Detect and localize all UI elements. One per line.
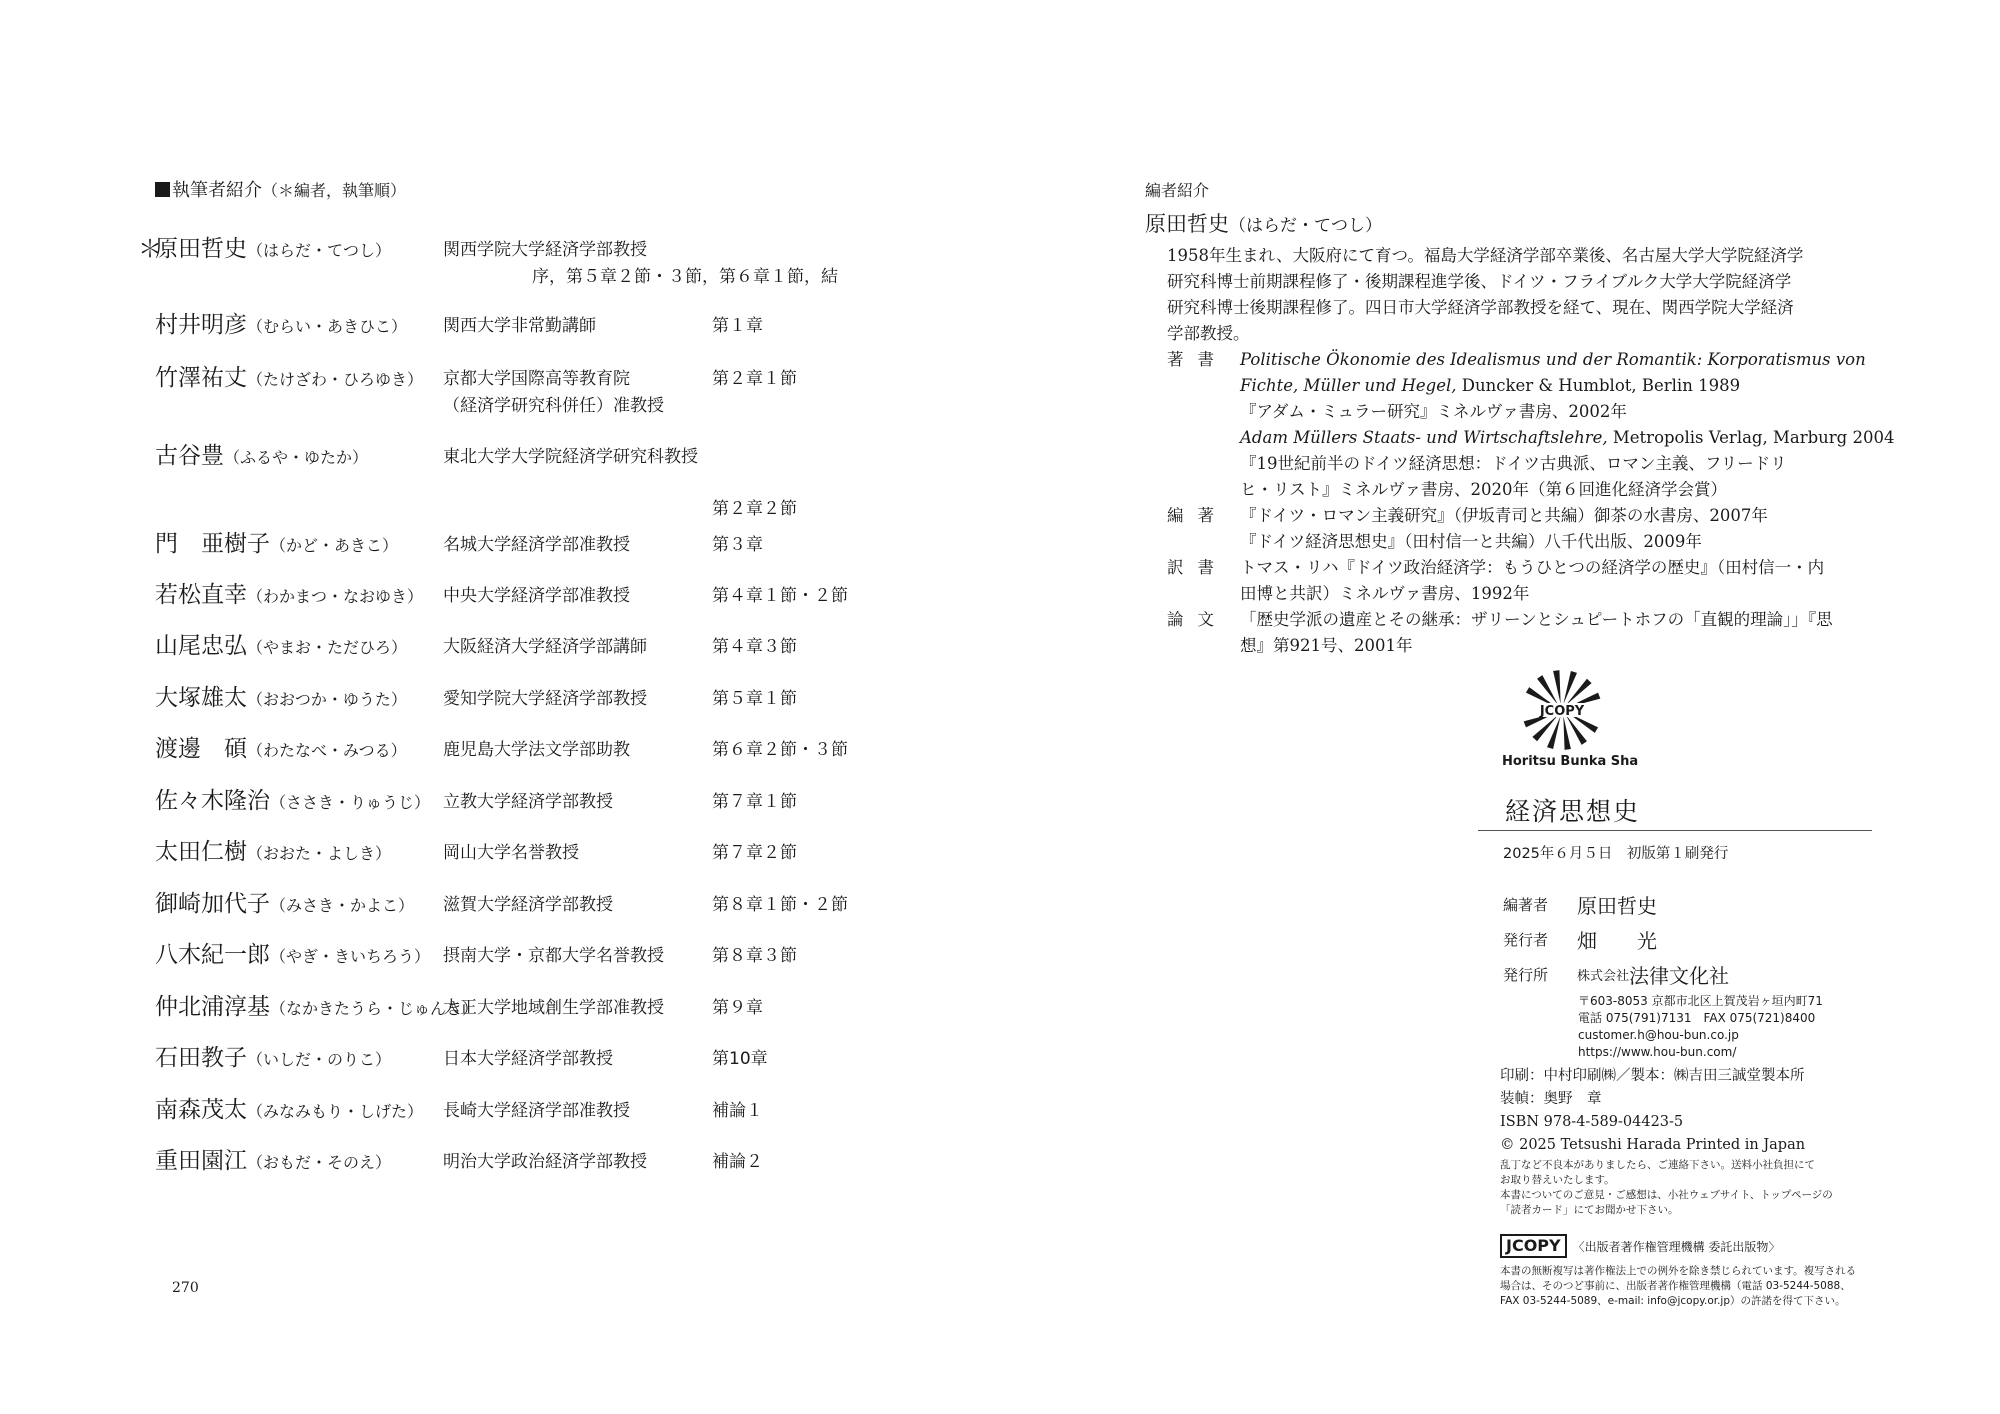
- contributor-affiliation: 岡山大学名誉教授: [443, 843, 579, 863]
- contributor-name: 門 亜樹子（かど・あきこ）: [155, 531, 399, 557]
- editor-name: 原田哲史（はらだ・てつし）: [1145, 212, 1382, 236]
- contributor-affiliation: 関西大学非常勤講師: [443, 316, 596, 336]
- contributor-affiliation: 立教大学経済学部教授: [443, 792, 613, 812]
- jcopy-notice: 本書の無断複写は著作権法上での例外を除き禁じられています。複写される 場合は、そのつど事前に、出版者著作権管理機構（電話 03-5244-5088、 FAX 03-5244-5089、e-mail: info@jcopy.or.jp）の許諾を得て下さい。: [1500, 1265, 1857, 1307]
- contributor-kana: （ささき・りゅうじ）: [270, 793, 431, 812]
- contributor-affiliation: 関西学院大学経済学部教授: [443, 240, 647, 260]
- publisher-name-en: Horitsu Bunka Sha: [1502, 754, 1639, 769]
- contributor-name: 渡邊 碩（わたなべ・みつる）: [155, 736, 407, 762]
- work-item: 『19世紀前半のドイツ経済思想：ドイツ古典派、ロマン主義、フリードリ: [1240, 454, 1787, 473]
- contributor-kana: （ふるや・ゆたか）: [224, 448, 369, 467]
- editor-heading: 編者紹介: [1145, 181, 1210, 200]
- works-label: 編著: [1167, 506, 1228, 525]
- contributor-chapter: 第７章１節: [712, 792, 797, 812]
- contributor-row: [0, 734, 1000, 764]
- contributor-row: [0, 310, 1000, 340]
- contributor-chapter: 第８章１節・２節: [712, 895, 848, 915]
- contributor-row: [0, 631, 1000, 661]
- contributor-name: 仲北浦淳基（なかきたうら・じゅんき）: [155, 994, 479, 1020]
- contributor-affiliation: 明治大学政治経済学部教授: [443, 1152, 647, 1172]
- credit-office: 発行所 株式会社法律文化社: [1503, 964, 1730, 988]
- contributor-chapter: 補論２: [712, 1152, 763, 1172]
- contributor-kana: （わかまつ・なおゆき）: [247, 587, 424, 606]
- contributor-chapter: 第２章２節: [712, 499, 797, 519]
- work-item: Fichte, Müller und Hegel, Duncker & Humblot, Berlin 1989: [1240, 376, 1741, 395]
- publisher-email: customer.h@hou-bun.co.jp: [1578, 1028, 1739, 1042]
- contributor-row: [0, 441, 1000, 519]
- contributor-affiliation: 日本大学経済学部教授: [443, 1049, 613, 1069]
- logo-ray: [1547, 716, 1561, 749]
- work-item: 『ドイツ・ロマン主義研究』（伊坂青司と共編）御茶の水書房、2007年: [1240, 506, 1768, 525]
- editor-star-icon: ＊: [138, 235, 162, 263]
- works-books: [1167, 347, 1895, 503]
- works-translations: [1167, 555, 1867, 607]
- contributor-affiliation: 愛知学院大学経済学部教授: [443, 689, 647, 709]
- contributor-name: 原田哲史（はらだ・てつし）: [155, 236, 392, 262]
- contributor-name: 若松直幸（わかまつ・なおゆき）: [155, 582, 424, 608]
- contributor-affiliation: 中央大学経済学部准教授: [443, 586, 630, 606]
- contributor-row: [0, 1146, 1000, 1176]
- works-edited: [1167, 503, 1867, 555]
- isbn: ISBN 978-4-589-04423-5: [1500, 1114, 1684, 1130]
- contributor-kana: （むらい・あきひこ）: [247, 317, 408, 336]
- contributor-affiliation: 大阪経済大学経済学部講師: [443, 637, 647, 657]
- page-number: 270: [172, 1280, 199, 1296]
- work-item: ヒ・リスト』ミネルヴァ書房、2020年（第６回進化経済学会賞）: [1240, 480, 1727, 499]
- contributor-chapter: 第４章３節: [712, 637, 797, 657]
- contributor-affiliation: 鹿児島大学法文学部助教: [443, 740, 630, 760]
- square-bullet-icon: [155, 182, 170, 197]
- contributor-row: [0, 992, 1000, 1022]
- contributor-row: [0, 889, 1000, 919]
- contributor-chapter: 第４章１節・２節: [712, 586, 848, 606]
- work-item: Adam Müllers Staats- und Wirtschaftslehre, Metropolis Verlag, Marburg 2004: [1240, 428, 1895, 447]
- divider: [1478, 830, 1872, 831]
- contributor-chapter: 第７章２節: [712, 843, 797, 863]
- logo-ray: [1563, 671, 1577, 704]
- contributor-kana: （なかきたうら・じゅんき）: [270, 999, 479, 1018]
- contributor-row: [0, 786, 1000, 816]
- contributor-name: 竹澤祐丈（たけざわ・ひろゆき）: [155, 365, 424, 391]
- contributor-kana: （おおつか・ゆうた）: [247, 690, 407, 709]
- contributor-name: 太田仁樹（おおた・よしき）: [155, 839, 392, 865]
- contributor-kana: （いしだ・のりこ）: [247, 1050, 392, 1069]
- bio-line: 1958年生まれ、大阪府にて育つ。福島大学経済学部卒業後、名古屋大学大学院経済学: [1167, 246, 1804, 265]
- contributor-affiliation-2: （経済学研究科併任）准教授: [443, 396, 664, 416]
- contributor-chapter: 第５章１節: [712, 689, 797, 709]
- contributor-affiliation: 滋賀大学経済学部教授: [443, 895, 613, 915]
- contributor-kana: （みさき・かよこ）: [270, 896, 415, 915]
- contributor-chapter: 第２章１節: [712, 369, 797, 389]
- contributor-kana: （やぎ・きいちろう）: [270, 947, 431, 966]
- works-label: 訳書: [1167, 558, 1228, 577]
- contributor-chapter: 第10章: [712, 1049, 768, 1069]
- work-item: 『アダム・ミュラー研究』ミネルヴァ書房、2002年: [1240, 402, 1627, 421]
- credit-issuer: 発行者 畑 光: [1503, 929, 1657, 953]
- contributor-row: [0, 580, 1000, 610]
- contributor-name: 御崎加代子（みさき・かよこ）: [155, 891, 415, 917]
- contributor-affiliation: 長崎大学経済学部准教授: [443, 1101, 630, 1121]
- contributor-row: [0, 940, 1000, 970]
- contributor-name: 八木紀一郎（やぎ・きいちろう）: [155, 942, 431, 968]
- work-item: Politische Ökonomie des Idealismus und der Romantik: Korporatismus von: [1240, 350, 1866, 369]
- copyright: © 2025 Tetsushi Harada Printed in Japan: [1500, 1137, 1806, 1153]
- contributor-chapter: 第８章３節: [712, 946, 797, 966]
- contributor-name: 石田教子（いしだ・のりこ）: [155, 1045, 392, 1071]
- contributor-affiliation: 東北大学大学院経済学研究科教授: [443, 447, 698, 467]
- contributor-affiliation: 名城大学経済学部准教授: [443, 535, 630, 555]
- jcopy-mark: JCOPY 〈出版者著作権管理機構 委託出版物〉: [1500, 1234, 1780, 1258]
- jcopy-badge: JCOPY: [1500, 1234, 1567, 1258]
- work-item: 田博と共訳）ミネルヴァ書房、1992年: [1240, 584, 1530, 603]
- contributor-kana: （わたなべ・みつる）: [247, 741, 407, 760]
- contributor-row: [0, 837, 1000, 867]
- book-title: 経済思想史: [1505, 797, 1641, 826]
- notice-text: 乱丁など不良本がありましたら、ご連絡下さい。送料小社負担にて お取り替えいたします。 本書についてのご意見・ご感想は、小社ウェブサイト、トップページの 「読者カード」にてお聞かせ下さい。: [1500, 1159, 1833, 1216]
- contributor-kana: （やまお・ただひろ）: [247, 638, 408, 657]
- works-label: 論文: [1167, 610, 1228, 629]
- work-item: 『ドイツ経済思想史』（田村信一と共編）八千代出版、2009年: [1240, 532, 1702, 551]
- editor-bio: [1167, 243, 1857, 347]
- work-item: 想』第921号、2001年: [1240, 636, 1413, 655]
- contributor-kana: （はらだ・てつし）: [247, 241, 392, 260]
- svg-text:JCOPY: JCOPY: [1539, 704, 1585, 719]
- bio-line: 研究科博士後期課程修了。四日市大学経済学部教授を経て、現在、関西学院大学経済: [1167, 298, 1794, 317]
- publisher-website: https://www.hou-bun.com/: [1578, 1045, 1737, 1059]
- contributor-affiliation: 大正大学地域創生学部准教授: [443, 998, 664, 1018]
- contributor-name: 佐々木隆治（ささき・りゅうじ）: [155, 788, 431, 814]
- bio-line: 研究科博士前期課程修了・後期課程進学後、ドイツ・フライブルク大学大学院経済学: [1167, 272, 1792, 291]
- contributor-name: 古谷豊（ふるや・ゆたか）: [155, 443, 369, 469]
- contributor-kana: （たけざわ・ひろゆき）: [247, 370, 424, 389]
- contributor-row: [0, 1043, 1000, 1073]
- contributor-chapter: 序，第５章２節・３節，第６章１節，結: [532, 267, 838, 287]
- contributor-chapter: 第１章: [712, 316, 763, 336]
- contributor-row: [0, 529, 1000, 559]
- contributor-kana: （みなみもり・しげた）: [247, 1102, 424, 1121]
- bio-line: 学部教授。: [1167, 324, 1250, 343]
- editor-kana: （はらだ・てつし）: [1229, 216, 1382, 236]
- works-label: 著書: [1167, 350, 1228, 369]
- work-item: トマス・リハ『ドイツ政治経済学：もうひとつの経済学の歴史』（田村信一・内: [1240, 558, 1825, 577]
- publisher-logo-icon: [1520, 668, 1604, 752]
- contributor-chapter: 第９章: [712, 998, 763, 1018]
- print-info: 印刷：中村印刷㈱／製本：㈱吉田三誠堂製本所 装幀：奥野 章 ISBN 978-4-589-04423-5 © 2025 Tetsushi Harada Printed in Japan: [1500, 1065, 1805, 1157]
- publisher-address: 〒603-8053 京都市北区上賀茂岩ヶ垣内町71 電話 075(791)7131 FAX 075(721)8400 customer.h@hou-bun.co.jp https://www.hou-bun.com/: [1578, 994, 1823, 1059]
- contributor-chapter: 補論１: [712, 1101, 763, 1121]
- works-papers: [1167, 607, 1867, 659]
- contributor-chapter: 第３章: [712, 535, 763, 555]
- contributor-kana: （おもだ・そのえ）: [247, 1153, 392, 1172]
- contributor-kana: （おおた・よしき）: [247, 844, 392, 863]
- contributor-row: [0, 234, 1000, 287]
- contributor-affiliation: 京都大学国際高等教育院: [443, 369, 630, 389]
- contributor-chapter: 第６章２節・３節: [712, 740, 848, 760]
- contributor-kana: （かど・あきこ）: [270, 536, 399, 555]
- contributor-name: 大塚雄太（おおつか・ゆうた）: [155, 685, 407, 711]
- contributor-name: 重田園江（おもだ・そのえ）: [155, 1148, 392, 1174]
- work-item: 「歴史学派の遺産とその継承：ザリーンとシュピートホフの「直観的理論」」『思: [1240, 610, 1833, 629]
- contributors-heading-note: （＊編者，執筆順）: [262, 181, 407, 200]
- contributor-row: [0, 363, 1000, 416]
- contributor-name: 山尾忠弘（やまお・ただひろ）: [155, 633, 408, 659]
- editor-works: [1167, 347, 1895, 659]
- publication-date: 2025年６月５日 初版第１刷発行: [1503, 846, 1729, 862]
- contributors-heading: 執筆者紹介（＊編者，執筆順）: [155, 176, 406, 202]
- contributor-name: 村井明彦（むらい・あきひこ）: [155, 312, 408, 338]
- right-page: [1000, 0, 2000, 1414]
- contributor-row: [0, 1095, 1000, 1125]
- contributor-affiliation: 摂南大学・京都大学名誉教授: [443, 946, 664, 966]
- credit-editor: 編著者 原田哲史: [1503, 894, 1657, 918]
- contributor-name: 南森茂太（みなみもり・しげた）: [155, 1097, 424, 1123]
- contributor-row: [0, 683, 1000, 713]
